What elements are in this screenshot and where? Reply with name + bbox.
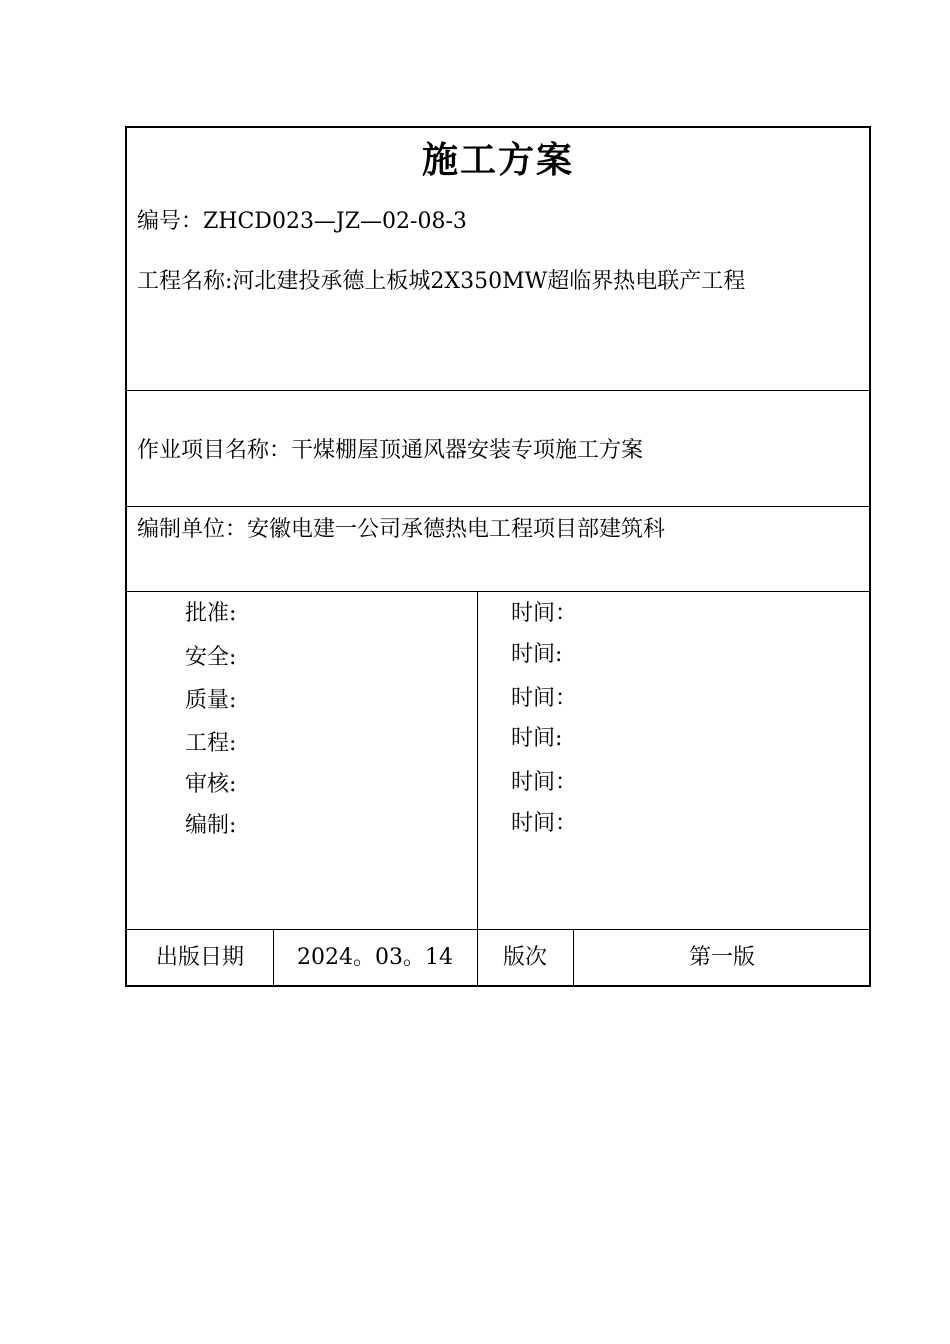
publish-date-value: 2024。03。14 <box>297 945 453 970</box>
preparing-unit: 编制单位：安徽电建一公司承德热电工程项目部建筑科 <box>137 517 666 542</box>
time-review: 时间： <box>511 770 578 795</box>
time-prepare: 时间： <box>511 811 578 836</box>
time-safety: 时间: <box>511 642 563 667</box>
divider <box>127 506 869 507</box>
divider <box>127 929 869 930</box>
publish-date-label: 出版日期 <box>155 945 244 970</box>
edition-label: 版次 <box>502 945 547 970</box>
time-engineering: 时间: <box>511 726 563 751</box>
divider <box>127 591 869 592</box>
role-prepare: 编制: <box>185 813 237 838</box>
project-name: 工程名称:河北建投承德上板城2X350MW超临界热电联产工程 <box>137 269 746 294</box>
column-divider <box>477 591 478 987</box>
time-quality: 时间： <box>511 686 578 711</box>
role-quality: 质量: <box>185 688 237 713</box>
time-approve: 时间： <box>511 601 578 626</box>
document-title: 施工方案 <box>421 140 574 181</box>
divider <box>127 390 869 391</box>
edition-value: 第一版 <box>688 945 755 970</box>
document-number: 编号：ZHCD023—JZ—02-08-3 <box>137 209 467 234</box>
role-approve: 批准: <box>185 601 237 626</box>
work-item-name: 作业项目名称：干煤棚屋顶通风器安装专项施工方案 <box>137 438 644 463</box>
plan-cover-table <box>125 126 871 987</box>
role-engineering: 工程: <box>185 731 237 756</box>
role-review: 审核: <box>185 772 237 797</box>
role-safety: 安全: <box>185 645 237 670</box>
